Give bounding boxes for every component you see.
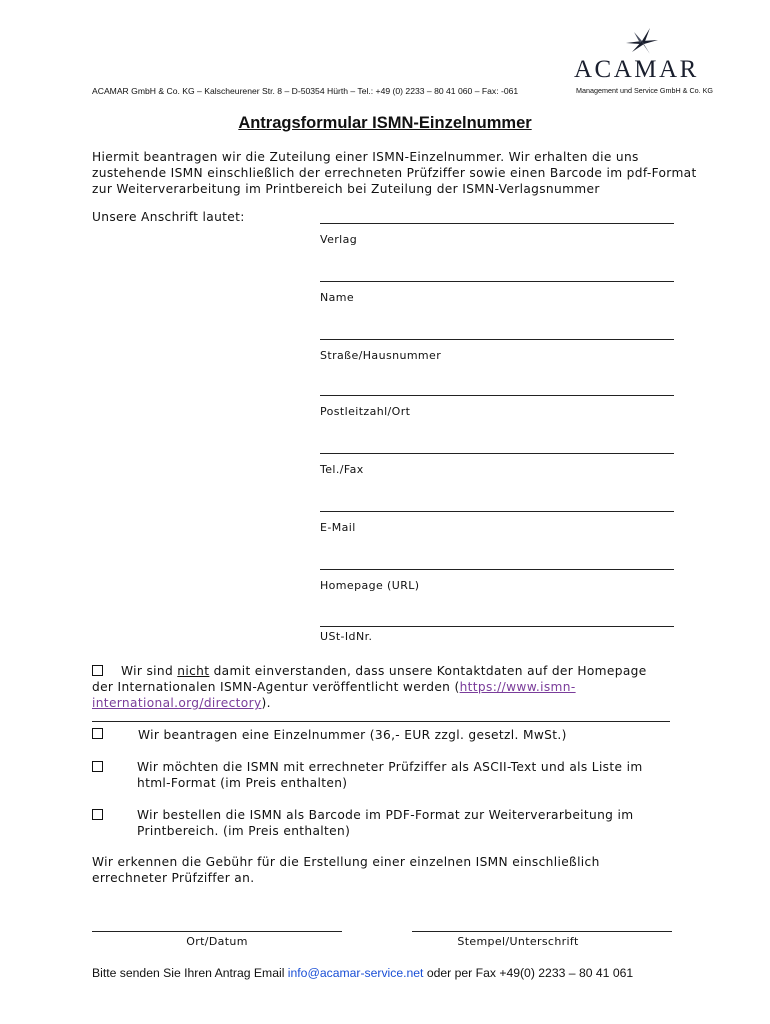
name-input-line[interactable] — [320, 281, 674, 282]
option-text-barcode: Wir bestellen die ISMN als Barcode im PDF-Format zur Weiterverarbeitung im Printbereich. (im Preis enthalten) — [137, 808, 634, 838]
stamp-signature-label: Stempel/Unterschrift — [457, 935, 579, 948]
company-logo-subtitle: Management und Service GmbH & Co. KG — [576, 86, 714, 95]
consent-checkbox[interactable] — [92, 665, 103, 676]
stamp-signature-input-line[interactable] — [412, 931, 672, 932]
page-title: Antragsformular ISMN-Einzelnummer — [238, 114, 532, 132]
fee-acknowledgement: Wir erkennen die Gebühr für die Erstellung einer einzelnen ISMN einschließlich errechneter Prüfziffer an. — [92, 855, 600, 885]
consent-emphasis: nicht — [177, 664, 210, 678]
intro-paragraph — [92, 149, 697, 197]
option-checkbox-barcode[interactable] — [92, 809, 103, 820]
intro-line: zustehende ISMN einschließlich der errechneten Prüfziffer sowie einen Barcode im pdf-Format — [92, 166, 697, 180]
field-label-email: E-Mail — [320, 521, 356, 534]
intro-line: Hiermit beantragen wir die Zuteilung einer ISMN-Einzelnummer. Wir erhalten die uns — [92, 150, 639, 164]
compass-star-icon — [620, 26, 660, 60]
email-input-line[interactable] — [320, 511, 674, 512]
intro-line: zur Weiterverarbeitung im Printbereich bei Zuteilung der ISMN-Verlagsnummer — [92, 182, 600, 196]
consent-text-line1: Wir sind nicht damit einverstanden, dass unsere Kontaktdaten auf der Homepage — [121, 664, 647, 678]
field-label-postal-city: Postleitzahl/Ort — [320, 405, 411, 418]
vat-id-input-line[interactable] — [320, 626, 674, 627]
email-link[interactable]: info@acamar-service.net — [287, 966, 424, 980]
company-address-line: ACAMAR GmbH & Co. KG – Kalscheurener Str. 8 – D-50354 Hürth – Tel.: +49 (0) 2233 – 80 41 060 – Fax: -061 — [92, 86, 519, 96]
directory-link[interactable]: https://www.ismn- — [459, 680, 576, 694]
directory-link[interactable]: international.org/directory — [92, 696, 262, 710]
phone-fax-input-line[interactable] — [320, 453, 674, 454]
field-label-verlag: Verlag — [320, 233, 358, 246]
homepage-input-line[interactable] — [320, 569, 674, 570]
field-label-homepage: Homepage (URL) — [320, 579, 420, 592]
option-checkbox-ascii-list[interactable] — [92, 761, 103, 772]
option-text-ascii-list: Wir möchten die ISMN mit errechneter Prüfziffer als ASCII-Text und als Liste im html-Format (im Preis enthalten) — [137, 760, 643, 790]
consent-text-line3: international.org/directory). — [92, 696, 271, 710]
consent-text-line2: der Internationalen ISMN-Agentur veröffentlicht werden (https://www.ismn- — [92, 680, 576, 694]
postal-city-input-line[interactable] — [320, 395, 674, 396]
option-text-single-number: Wir beantragen eine Einzelnummer (36,- EUR zzgl. gesetzl. MwSt.) — [138, 728, 567, 742]
verlag-input-line[interactable] — [320, 223, 674, 224]
street-input-line[interactable] — [320, 339, 674, 340]
field-label-vat-id: USt-IdNr. — [320, 630, 373, 643]
field-label-name: Name — [320, 291, 355, 304]
field-label-phone-fax: Tel./Fax — [320, 463, 364, 476]
section-divider — [92, 721, 670, 722]
footer-instructions: Bitte senden Sie Ihren Antrag Email info@acamar-service.net oder per Fax +49(0) 2233 – 80 41 061 — [92, 966, 634, 980]
address-block-label: Unsere Anschrift lautet: — [92, 210, 245, 224]
company-logo-name: ACAMAR — [574, 56, 699, 83]
place-date-label: Ort/Datum — [186, 935, 248, 948]
option-checkbox-single-number[interactable] — [92, 728, 103, 739]
field-label-street: Straße/Hausnummer — [320, 349, 442, 362]
place-date-input-line[interactable] — [92, 931, 342, 932]
